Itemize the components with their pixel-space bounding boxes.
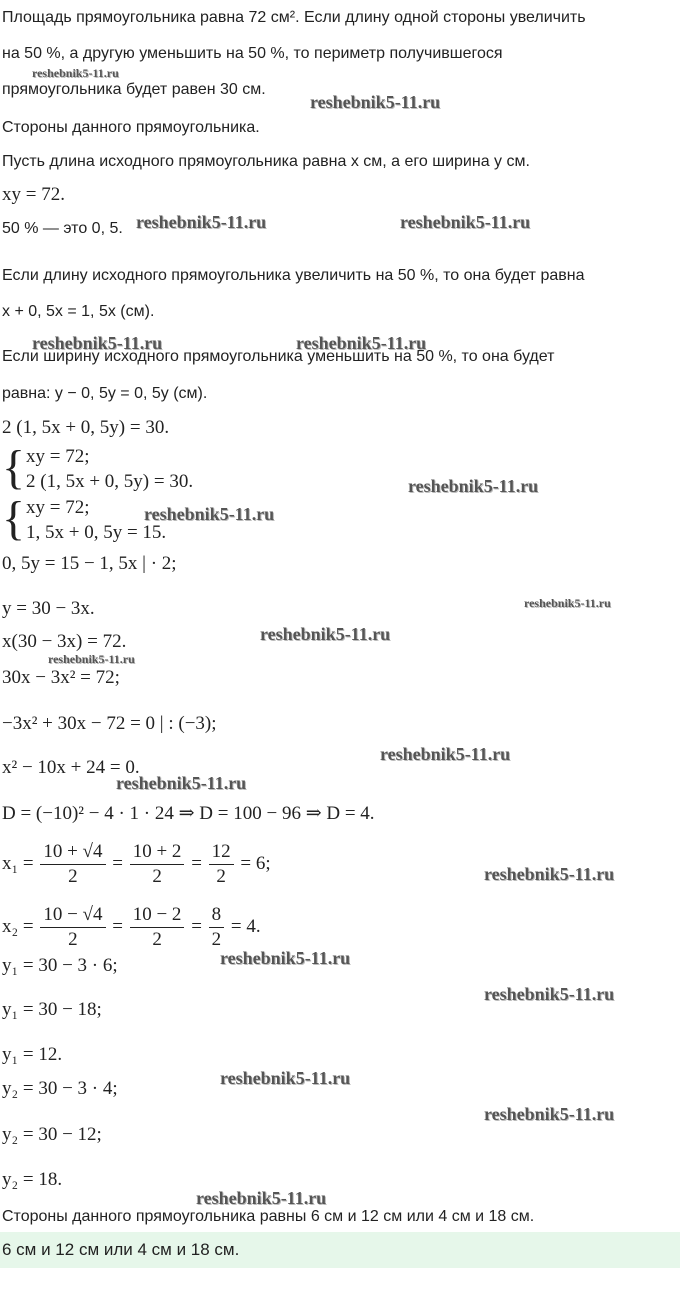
fraction-numerator: 10 − 2 (130, 903, 185, 928)
equation-system-1 (2, 441, 302, 496)
fraction-denominator: 2 (152, 929, 162, 950)
solution-line: 50 % — это 0, 5. (2, 220, 123, 237)
solution-line: Если ширину исходного прямоугольника уменьшить на 50 %, то она будет (2, 348, 555, 365)
fraction (130, 840, 185, 889)
system-row: 2 (1, 5x + 0, 5y) = 30. (26, 471, 194, 492)
fraction (209, 840, 234, 889)
equation-line: −3x² + 30x − 72 = 0 | : (−3); (2, 713, 217, 734)
equation-line: xy = 72. (2, 184, 65, 205)
problem-line-2: на 50 %, а другую уменьшить на 50 %, то периметр получившегося (2, 45, 503, 62)
x1-lhs: x₁ = (2, 852, 34, 874)
brace-icon: { (2, 441, 26, 494)
watermark: reshebnik5-11.ru (296, 333, 427, 353)
watermark: reshebnik5-11.ru (408, 476, 539, 496)
watermark: reshebnik5-11.ru (484, 984, 615, 1004)
watermark: reshebnik5-11.ru (260, 624, 391, 644)
fraction-numerator: 10 + 2 (130, 840, 185, 865)
watermark: reshebnik5-11.ru (524, 596, 611, 610)
fraction-denominator: 2 (152, 866, 162, 887)
fraction (130, 903, 185, 952)
system-row: 1, 5x + 0, 5y = 15. (26, 522, 167, 543)
problem-line-1: Площадь прямоугольника равна 72 см². Если длину одной стороны увеличить (2, 9, 586, 26)
equation-line: 2 (1, 5x + 0, 5y) = 30. (2, 417, 170, 438)
equation-line: D = (−10)² − 4 · 1 · 24 ⇒ D = 100 − 96 ⇒ D = 4. (2, 803, 375, 824)
equation-line: 30x − 3x² = 72; (2, 667, 120, 688)
equation-line: 0, 5y = 15 − 1, 5x | · 2; (2, 553, 177, 574)
equation-line: y₂ = 18. (2, 1169, 63, 1190)
fraction (209, 903, 225, 952)
system-row: xy = 72; (26, 446, 90, 467)
equation-line: x(30 − 3x) = 72. (2, 631, 127, 652)
solution-line: Если длину исходного прямоугольника увеличить на 50 %, то она будет равна (2, 267, 585, 284)
fraction-denominator: 2 (211, 929, 222, 950)
watermark: reshebnik5-11.ru (32, 66, 119, 80)
equals-sign: = (191, 915, 202, 937)
answer-text: 6 см и 12 см или 4 см и 18 см. (2, 1240, 240, 1259)
equals-sign: = (191, 852, 202, 874)
question-line: Стороны данного прямоугольника. (2, 119, 260, 136)
watermark: reshebnik5-11.ru (380, 744, 511, 764)
watermark: reshebnik5-11.ru (400, 212, 531, 232)
watermark: reshebnik5-11.ru (310, 92, 441, 112)
fraction-numerator: 10 + √4 (40, 840, 105, 865)
solution-line: равна: y − 0, 5y = 0, 5y (см). (2, 385, 208, 402)
fraction-numerator: 10 − √4 (40, 903, 105, 928)
watermark: reshebnik5-11.ru (48, 652, 135, 666)
x2-lhs: x₂ = (2, 915, 34, 937)
brace-icon: { (2, 492, 26, 545)
equals-sign: = (112, 852, 123, 874)
watermark: reshebnik5-11.ru (136, 212, 267, 232)
equation-line: y = 30 − 3x. (2, 598, 95, 619)
equation-line: y₁ = 30 − 18; (2, 999, 102, 1020)
fraction-denominator: 2 (68, 866, 78, 887)
equation-line: y₁ = 30 − 3 · 6; (2, 955, 118, 976)
fraction-denominator: 2 (216, 866, 226, 887)
equation-line: y₂ = 30 − 3 · 4; (2, 1078, 118, 1099)
watermark: reshebnik5-11.ru (116, 773, 247, 793)
root-x1-line (2, 840, 271, 889)
fraction (40, 903, 105, 952)
equation-line: x² − 10x + 24 = 0. (2, 757, 140, 778)
solution-line: x + 0, 5x = 1, 5x (см). (2, 303, 155, 320)
answer-box (0, 1232, 680, 1268)
watermark: reshebnik5-11.ru (484, 864, 615, 884)
solution-line: Пусть длина исходного прямоугольника равна x см, а его ширина y см. (2, 153, 530, 170)
system-row: xy = 72; (26, 497, 90, 518)
fraction-numerator: 8 (209, 903, 225, 928)
watermark: reshebnik5-11.ru (32, 333, 163, 353)
root-x2-line (2, 903, 261, 952)
equation-line: y₁ = 12. (2, 1044, 63, 1065)
conclusion-line: Стороны данного прямоугольника равны 6 см и 12 см или 4 см и 18 см. (2, 1208, 535, 1225)
equals-sign: = (112, 915, 123, 937)
fraction-denominator: 2 (68, 929, 78, 950)
fraction-numerator: 12 (209, 840, 234, 865)
watermark: reshebnik5-11.ru (220, 1068, 351, 1088)
watermark: reshebnik5-11.ru (196, 1188, 327, 1208)
x1-result: = 6; (240, 852, 271, 874)
x2-result: = 4. (230, 915, 261, 937)
problem-line-3: прямоугольника будет равен 30 см. (2, 81, 266, 98)
watermark: reshebnik5-11.ru (220, 948, 351, 968)
watermark: reshebnik5-11.ru (144, 504, 275, 524)
equation-line: y₂ = 30 − 12; (2, 1124, 102, 1145)
fraction (40, 840, 105, 889)
watermark: reshebnik5-11.ru (484, 1104, 615, 1124)
